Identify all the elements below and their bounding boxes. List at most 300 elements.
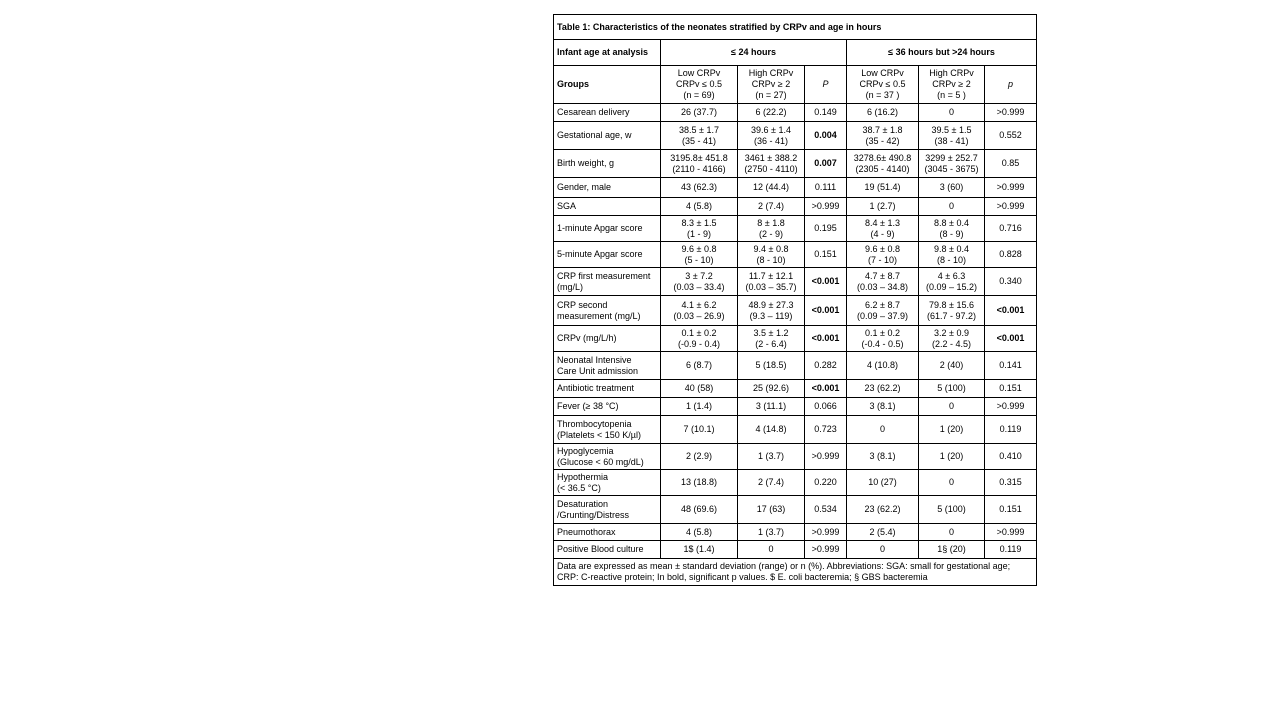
cell-line: 0.151 bbox=[999, 383, 1022, 393]
table-cell bbox=[661, 268, 738, 296]
cell-line: 3 (11.1) bbox=[755, 401, 787, 411]
cell-line: 0.410 bbox=[999, 451, 1022, 461]
p-value-cell bbox=[985, 216, 1037, 242]
cell-line: (2 - 6.4) bbox=[755, 338, 787, 349]
cell-line: (0.03 – 26.9) bbox=[673, 310, 725, 321]
header-line: High CRPv bbox=[748, 68, 794, 78]
table-cell bbox=[738, 541, 805, 559]
table-row bbox=[554, 380, 1037, 398]
p-value-cell bbox=[985, 496, 1037, 524]
cell-line: 0 bbox=[768, 544, 774, 554]
groups-label: Groups bbox=[554, 66, 661, 104]
cell-line: 8 ± 1.8 bbox=[757, 217, 785, 228]
table-row bbox=[554, 398, 1037, 416]
table-cell bbox=[847, 444, 919, 470]
table-cell bbox=[738, 150, 805, 178]
cell-line: (38 - 41) bbox=[934, 135, 969, 146]
table-cell bbox=[661, 496, 738, 524]
table-row bbox=[554, 496, 1037, 524]
p-24h-header bbox=[805, 66, 847, 104]
cell-line: 4 (5.8) bbox=[685, 526, 712, 537]
cell-line: >0.999 bbox=[811, 451, 840, 461]
cell-line: 79.8 ± 15.6 bbox=[929, 299, 974, 310]
p-value-cell bbox=[805, 524, 847, 541]
age-header-row bbox=[554, 40, 1037, 66]
table-cell bbox=[738, 524, 805, 541]
cell-line: 3 ± 7.2 bbox=[685, 270, 713, 281]
header-line: p bbox=[1007, 79, 1013, 89]
table-cell bbox=[847, 398, 919, 416]
cell-line: 0.723 bbox=[814, 424, 837, 434]
cell-line: 39.5 ± 1.5 bbox=[931, 124, 972, 135]
cell-line: 0.716 bbox=[999, 223, 1022, 233]
cell-line: 3195.8± 451.8 bbox=[670, 152, 728, 163]
cell-line: 3.5 ± 1.2 bbox=[753, 327, 789, 338]
table-cell bbox=[661, 326, 738, 352]
table-cell bbox=[919, 524, 985, 541]
cell-line: 0.315 bbox=[999, 477, 1022, 487]
row-label-line: 1-minute Apgar score bbox=[557, 223, 643, 233]
cell-line: 6.2 ± 8.7 bbox=[865, 299, 900, 310]
table-row bbox=[554, 242, 1037, 268]
cell-line: 2 (7.4) bbox=[757, 201, 784, 211]
table-row bbox=[554, 524, 1037, 541]
table-cell bbox=[919, 380, 985, 398]
cell-line: (8 - 10) bbox=[936, 254, 966, 265]
table-cell bbox=[738, 470, 805, 496]
row-label-line: (mg/L) bbox=[557, 281, 584, 292]
age-label: Infant age at analysis bbox=[554, 40, 661, 66]
cell-line: (2 - 9) bbox=[758, 228, 783, 239]
header-line: (n = 5 ) bbox=[937, 90, 966, 100]
table-cell bbox=[847, 268, 919, 296]
table-cell bbox=[847, 541, 919, 559]
table-cell bbox=[738, 352, 805, 380]
p-value-cell bbox=[805, 198, 847, 216]
table-cell bbox=[919, 398, 985, 416]
p-value-cell bbox=[805, 352, 847, 380]
cell-line: (35 - 41) bbox=[681, 135, 716, 146]
cell-line: 0 bbox=[879, 544, 885, 554]
cell-line: 0.828 bbox=[999, 249, 1022, 259]
cell-line: (2750 - 4110) bbox=[744, 163, 798, 174]
cell-line: (1 - 9) bbox=[686, 228, 711, 239]
table-title: Table 1: Characteristics of the neonates stratified by CRPv and age in hours bbox=[554, 15, 1037, 40]
table-row bbox=[554, 326, 1037, 352]
row-label bbox=[554, 296, 661, 326]
p-value-cell bbox=[985, 178, 1037, 198]
table-cell bbox=[738, 296, 805, 326]
table-footnote: Data are expressed as mean ± standard deviation (range) or n (%). Abbreviations: SGA: small for gestational age; CRP: C-reactive protein; In bold, significant p values. $ E. coli bacteremia; § GBS bacteremia bbox=[554, 559, 1037, 586]
cell-line: <0.001 bbox=[811, 276, 840, 286]
cell-line: (0.03 – 35.7) bbox=[745, 281, 797, 292]
row-label-line: Gestational age, w bbox=[557, 130, 632, 140]
row-label bbox=[554, 268, 661, 296]
row-label-line: Cesarean delivery bbox=[557, 107, 630, 117]
row-label bbox=[554, 178, 661, 198]
cell-line: (7 - 10) bbox=[867, 254, 897, 265]
cell-line: 0.534 bbox=[814, 504, 837, 514]
table-cell bbox=[661, 470, 738, 496]
table-cell bbox=[661, 296, 738, 326]
table-cell bbox=[661, 524, 738, 541]
header-line: (n = 37 ) bbox=[865, 90, 900, 100]
cell-line: (9.3 – 119) bbox=[749, 310, 793, 321]
table-cell bbox=[919, 444, 985, 470]
row-label bbox=[554, 541, 661, 559]
table-cell bbox=[847, 150, 919, 178]
cell-line: 0 bbox=[879, 424, 885, 434]
table-cell bbox=[661, 444, 738, 470]
cell-line: 0.151 bbox=[999, 504, 1022, 514]
row-label-line: CRPv (mg/L/h) bbox=[557, 333, 617, 343]
cell-line: 7 (10.1) bbox=[683, 424, 715, 434]
table-cell bbox=[847, 198, 919, 216]
cell-line: (8 - 9) bbox=[939, 228, 964, 239]
age-group-24h: ≤ 24 hours bbox=[661, 40, 847, 66]
table-row bbox=[554, 541, 1037, 559]
cell-line: 1$ (1.4) bbox=[683, 544, 715, 554]
cell-line: 1 (1.4) bbox=[685, 401, 712, 411]
table-cell bbox=[661, 178, 738, 198]
cell-line: (0.09 – 37.9) bbox=[856, 310, 909, 321]
cell-line: 0.141 bbox=[999, 360, 1022, 370]
cell-line: 0.220 bbox=[814, 477, 837, 487]
cell-line: 0.552 bbox=[999, 130, 1022, 140]
row-label bbox=[554, 198, 661, 216]
table-row bbox=[554, 470, 1037, 496]
row-label-line: Gender, male bbox=[557, 182, 612, 192]
header-line: CRPv ≥ 2 bbox=[932, 79, 971, 89]
header-line: Low CRPv bbox=[677, 68, 721, 78]
table-cell bbox=[661, 104, 738, 122]
table-row bbox=[554, 198, 1037, 216]
cell-line: 8.4 ± 1.3 bbox=[865, 217, 900, 228]
table-cell bbox=[847, 380, 919, 398]
header-line: CRPv ≥ 2 bbox=[751, 79, 791, 89]
table-cell bbox=[738, 496, 805, 524]
cell-line: 48.9 ± 27.3 bbox=[748, 299, 794, 310]
table-cell bbox=[919, 268, 985, 296]
cell-line: 26 (37.7) bbox=[680, 107, 718, 117]
cell-line: 4.7 ± 8.7 bbox=[865, 270, 900, 281]
cell-line: (35 - 42) bbox=[865, 135, 900, 146]
table-row bbox=[554, 352, 1037, 380]
title-row bbox=[554, 15, 1037, 40]
cell-line: 4 ± 6.3 bbox=[937, 270, 966, 281]
table-cell bbox=[661, 541, 738, 559]
cell-line: (-0.9 - 0.4) bbox=[677, 338, 720, 349]
row-label bbox=[554, 380, 661, 398]
cell-line: 3 (8.1) bbox=[869, 451, 896, 461]
table-cell bbox=[919, 470, 985, 496]
cell-line: 5 (100) bbox=[937, 383, 966, 393]
cell-line: >0.999 bbox=[996, 526, 1025, 537]
row-label-line: (Platelets < 150 K/µl) bbox=[557, 429, 641, 440]
header-line: (n = 27) bbox=[755, 90, 787, 100]
cell-line: 40 (58) bbox=[684, 383, 714, 393]
cell-line: 3461 ± 388.2 bbox=[744, 152, 798, 163]
cell-line: 2 (2.9) bbox=[685, 451, 712, 461]
cell-line: 0.151 bbox=[814, 249, 837, 259]
cell-line: 11.7 ± 12.1 bbox=[748, 270, 794, 281]
row-label-line: 5-minute Apgar score bbox=[557, 249, 643, 259]
table-row bbox=[554, 150, 1037, 178]
cell-line: >0.999 bbox=[996, 182, 1025, 192]
cell-line: 2 (40) bbox=[939, 360, 964, 370]
row-label bbox=[554, 524, 661, 541]
p-value-cell bbox=[805, 470, 847, 496]
table-cell bbox=[661, 242, 738, 268]
table-cell bbox=[661, 416, 738, 444]
cell-line: 0.066 bbox=[814, 401, 837, 411]
p-value-cell bbox=[805, 242, 847, 268]
p-value-cell bbox=[985, 296, 1037, 326]
table-cell bbox=[738, 416, 805, 444]
row-label bbox=[554, 122, 661, 150]
cell-line: 9.6 ± 0.8 bbox=[681, 243, 717, 254]
table-cell bbox=[738, 444, 805, 470]
table-cell bbox=[919, 296, 985, 326]
cell-line: 0 bbox=[948, 526, 954, 537]
table-cell bbox=[738, 122, 805, 150]
cell-line: 10 (27) bbox=[868, 477, 897, 487]
cell-line: 0 bbox=[948, 401, 954, 411]
low-crpv-24h-header bbox=[661, 66, 738, 104]
cell-line: 17 (63) bbox=[756, 504, 786, 514]
cell-line: 4.1 ± 6.2 bbox=[681, 299, 717, 310]
cell-line: (36 - 41) bbox=[753, 135, 788, 146]
cell-line: 3299 ± 252.7 bbox=[925, 152, 978, 163]
cell-line: 9.6 ± 0.8 bbox=[865, 243, 900, 254]
cell-line: 0.282 bbox=[814, 360, 837, 370]
p-value-cell bbox=[985, 398, 1037, 416]
table-cell bbox=[847, 326, 919, 352]
cell-line: (5 - 10) bbox=[684, 254, 714, 265]
cell-line: 3 (60) bbox=[939, 182, 964, 192]
cell-line: 2 (5.4) bbox=[869, 526, 896, 537]
table-cell bbox=[919, 541, 985, 559]
cell-line: >0.999 bbox=[811, 201, 840, 211]
cell-line: >0.999 bbox=[996, 401, 1025, 411]
p-value-cell bbox=[805, 541, 847, 559]
p-value-cell bbox=[805, 326, 847, 352]
table-cell bbox=[847, 524, 919, 541]
p-value-cell bbox=[805, 398, 847, 416]
row-label bbox=[554, 104, 661, 122]
high-crpv-36h-header bbox=[919, 66, 985, 104]
table-cell bbox=[847, 104, 919, 122]
table-cell bbox=[847, 178, 919, 198]
p-value-cell bbox=[805, 444, 847, 470]
header-line: CRPv ≤ 0.5 bbox=[676, 79, 722, 89]
cell-line: 3 (8.1) bbox=[869, 401, 896, 411]
table-cell bbox=[919, 178, 985, 198]
p-value-cell bbox=[805, 150, 847, 178]
cell-line: (2305 - 4140) bbox=[855, 163, 910, 174]
p-value-cell bbox=[985, 150, 1037, 178]
cell-line: 8.8 ± 0.4 bbox=[934, 217, 969, 228]
p-value-cell bbox=[985, 352, 1037, 380]
table-cell bbox=[919, 216, 985, 242]
cell-line: <0.001 bbox=[996, 305, 1025, 315]
table-cell bbox=[919, 326, 985, 352]
cell-line: 3.2 ± 0.9 bbox=[934, 327, 969, 338]
cell-line: 23 (62.2) bbox=[864, 504, 901, 514]
cell-line: 2 (7.4) bbox=[757, 477, 784, 487]
table-cell bbox=[738, 268, 805, 296]
cell-line: 0 bbox=[948, 107, 954, 117]
p-value-cell bbox=[805, 268, 847, 296]
row-label bbox=[554, 496, 661, 524]
table-cell bbox=[847, 216, 919, 242]
table-cell bbox=[919, 352, 985, 380]
row-label-line: CRP first measurement bbox=[557, 270, 651, 281]
table-row bbox=[554, 122, 1037, 150]
row-label-line: Desaturation bbox=[557, 498, 609, 509]
cell-line: 23 (62.2) bbox=[864, 383, 901, 393]
cell-line: 0.007 bbox=[814, 158, 837, 168]
row-label-line: Fever (≥ 38 °C) bbox=[557, 401, 619, 411]
row-label-line: /Grunting/Distress bbox=[557, 509, 630, 520]
table-cell bbox=[919, 496, 985, 524]
high-crpv-24h-header bbox=[738, 66, 805, 104]
row-label-line: SGA bbox=[557, 201, 577, 211]
cell-line: (-0.4 - 0.5) bbox=[861, 338, 904, 349]
footnote-row bbox=[554, 559, 1037, 586]
p-value-cell bbox=[985, 198, 1037, 216]
cell-line: 1 (20) bbox=[939, 451, 964, 461]
table-cell bbox=[919, 198, 985, 216]
cell-line: >0.999 bbox=[811, 544, 840, 554]
row-label-line: (< 36.5 °C) bbox=[557, 482, 601, 493]
table-row bbox=[554, 444, 1037, 470]
table-cell bbox=[661, 352, 738, 380]
header-line: (n = 69) bbox=[683, 90, 715, 100]
row-label-line: measurement (mg/L) bbox=[557, 310, 641, 321]
row-label bbox=[554, 398, 661, 416]
table-row bbox=[554, 296, 1037, 326]
row-label-line: Neonatal Intensive bbox=[557, 354, 632, 365]
table-cell bbox=[738, 380, 805, 398]
header-line: Low CRPv bbox=[861, 68, 904, 78]
cell-line: 1 (20) bbox=[939, 424, 964, 434]
p-value-cell bbox=[805, 122, 847, 150]
cell-line: 0.85 bbox=[1001, 158, 1020, 168]
header-line: CRPv ≤ 0.5 bbox=[859, 79, 906, 89]
cell-line: (8 - 10) bbox=[756, 254, 786, 265]
table-cell bbox=[919, 416, 985, 444]
cell-line: 48 (69.6) bbox=[680, 504, 718, 514]
p-value-cell bbox=[805, 104, 847, 122]
row-label bbox=[554, 326, 661, 352]
cell-line: <0.001 bbox=[996, 333, 1025, 343]
cell-line: 39.6 ± 1.4 bbox=[751, 124, 791, 135]
cell-line: 5 (18.5) bbox=[755, 360, 787, 370]
cell-line: 43 (62.3) bbox=[680, 182, 718, 192]
row-label bbox=[554, 444, 661, 470]
p-36h-header bbox=[985, 66, 1037, 104]
cell-line: <0.001 bbox=[811, 305, 840, 315]
table-cell bbox=[847, 242, 919, 268]
cell-line: <0.001 bbox=[811, 333, 840, 343]
p-value-cell bbox=[985, 416, 1037, 444]
row-label-line: Pneumothorax bbox=[557, 526, 616, 537]
cell-line: 4 (10.8) bbox=[866, 360, 899, 370]
cell-line: 0.119 bbox=[999, 544, 1022, 554]
table-row bbox=[554, 104, 1037, 122]
p-value-cell bbox=[985, 380, 1037, 398]
cell-line: <0.001 bbox=[811, 383, 840, 393]
p-value-cell bbox=[805, 216, 847, 242]
p-value-cell bbox=[985, 326, 1037, 352]
cell-line: (2110 - 4166) bbox=[672, 163, 726, 174]
cell-line: 5 (100) bbox=[937, 504, 966, 514]
characteristics-table bbox=[553, 14, 1037, 586]
p-value-cell bbox=[985, 541, 1037, 559]
cell-line: 0.1 ± 0.2 bbox=[681, 327, 717, 338]
table-cell bbox=[847, 122, 919, 150]
table-cell bbox=[661, 198, 738, 216]
table-cell bbox=[738, 198, 805, 216]
cell-line: 0.195 bbox=[814, 223, 837, 233]
header-line: High CRPv bbox=[929, 68, 974, 78]
table-cell bbox=[919, 150, 985, 178]
row-label-line: Antibiotic treatment bbox=[557, 383, 635, 393]
cell-line: 4 (5.8) bbox=[685, 201, 712, 211]
row-label-line: Hypothermia bbox=[557, 471, 609, 482]
cell-line: 0 bbox=[948, 201, 954, 211]
table-cell bbox=[661, 398, 738, 416]
table-row bbox=[554, 216, 1037, 242]
p-value-cell bbox=[805, 296, 847, 326]
cell-line: 0.149 bbox=[814, 107, 837, 117]
p-value-cell bbox=[805, 496, 847, 524]
table-cell bbox=[661, 122, 738, 150]
table-cell bbox=[738, 398, 805, 416]
cell-line: 9.4 ± 0.8 bbox=[753, 243, 789, 254]
p-value-cell bbox=[985, 524, 1037, 541]
cell-line: 6 (16.2) bbox=[866, 107, 899, 117]
p-value-cell bbox=[805, 380, 847, 398]
cell-line: (4 - 9) bbox=[870, 228, 895, 239]
cell-line: 3278.6± 490.8 bbox=[853, 152, 912, 163]
cell-line: >0.999 bbox=[996, 201, 1025, 211]
p-value-cell bbox=[985, 470, 1037, 496]
row-label-line: Thrombocytopenia bbox=[557, 418, 632, 429]
cell-line: 12 (44.4) bbox=[752, 182, 790, 192]
low-crpv-36h-header bbox=[847, 66, 919, 104]
row-label bbox=[554, 150, 661, 178]
cell-line: 1 (3.7) bbox=[757, 526, 784, 537]
table-cell bbox=[738, 326, 805, 352]
cell-line: (0.03 – 34.8) bbox=[856, 281, 909, 292]
cell-line: >0.999 bbox=[811, 526, 840, 537]
table-cell bbox=[919, 122, 985, 150]
table-row bbox=[554, 268, 1037, 296]
row-label-line: Birth weight, g bbox=[557, 158, 615, 168]
table-cell bbox=[661, 150, 738, 178]
p-value-cell bbox=[805, 178, 847, 198]
table-cell bbox=[847, 470, 919, 496]
row-label-line: CRP second bbox=[557, 299, 608, 310]
p-value-cell bbox=[985, 268, 1037, 296]
group-header-row bbox=[554, 66, 1037, 104]
cell-line: 1 (2.7) bbox=[869, 201, 896, 211]
table-cell bbox=[738, 104, 805, 122]
table-cell bbox=[847, 296, 919, 326]
header-line: P bbox=[822, 79, 829, 89]
